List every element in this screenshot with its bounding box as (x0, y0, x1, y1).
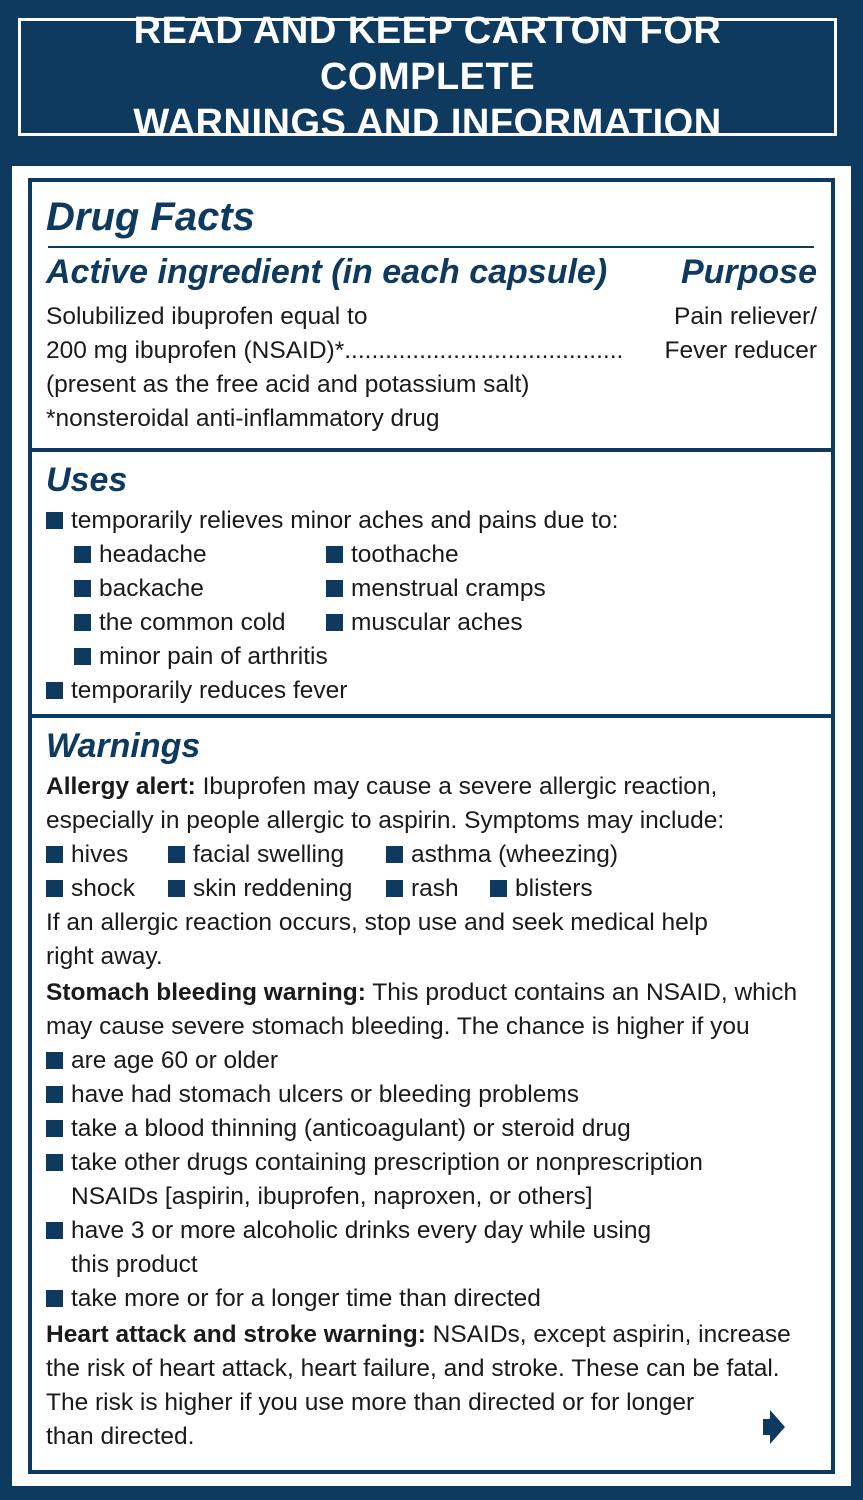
stomach-item-ulcers: have had stomach ulcers or bleeding problems (46, 1078, 579, 1112)
square-bullet-icon (46, 1120, 63, 1137)
square-bullet-icon (490, 880, 507, 897)
use-sub-arthritis: minor pain of arthritis (74, 640, 328, 674)
square-bullet-icon (46, 682, 63, 699)
use-sub-muscular-aches: muscular aches (326, 606, 523, 640)
allergy-after-line-1: If an allergic reaction occurs, stop use and seek medical help (46, 909, 708, 936)
square-bullet-icon (46, 1154, 63, 1171)
heart-warning-line-4: than directed. (46, 1423, 195, 1450)
heart-warning-line-2: the risk of heart attack, heart failure, and stroke. These can be fatal. (46, 1355, 780, 1382)
purpose-line-2: Fever reducer (664, 337, 817, 364)
symptom-blisters: blisters (490, 872, 593, 906)
symptom-shock: shock (46, 872, 135, 906)
stomach-item-blood-thinning: take a blood thinning (anticoagulant) or steroid drug (46, 1112, 631, 1146)
active-ingredient-heading: Active ingredient (in each capsule) (46, 253, 608, 291)
stomach-warning-line-2: may cause severe stomach bleeding. The chance is higher if you (46, 1013, 750, 1040)
allergy-alert-line-1: Allergy alert: Ibuprofen may cause a severe allergic reaction, (46, 773, 718, 800)
use-sub-menstrual-cramps: menstrual cramps (326, 572, 546, 606)
square-bullet-icon (46, 880, 63, 897)
square-bullet-icon (46, 512, 63, 529)
square-bullet-icon (386, 880, 403, 897)
stomach-item-other-drugs: take other drugs containing prescription or nonprescription (46, 1146, 703, 1180)
square-bullet-icon (326, 546, 343, 563)
stomach-item-longer-time: take more or for a longer time than directed (46, 1282, 541, 1316)
banner-line-1: READ AND KEEP CARTON FOR COMPLETE (133, 10, 722, 98)
square-bullet-icon (326, 614, 343, 631)
purpose-heading: Purpose (680, 253, 817, 291)
warnings-title: Warnings (46, 727, 201, 765)
allergy-alert-line-2: especially in people allergic to aspirin. Symptoms may include: (46, 807, 725, 834)
ingredient-line-2: 200 mg ibuprofen (NSAID)*......................................... (46, 337, 624, 364)
square-bullet-icon (46, 1086, 63, 1103)
continue-arrow-icon (770, 1410, 785, 1444)
allergy-after-line-2: right away. (46, 943, 163, 970)
active-ingredient-section (28, 178, 835, 452)
symptom-asthma: asthma (wheezing) (386, 838, 618, 872)
carton-banner (18, 10, 837, 144)
uses-section (28, 448, 835, 718)
banner-line-2: WARNINGS AND INFORMATION (133, 102, 722, 144)
use-sub-backache: backache (74, 572, 204, 606)
ingredient-line-3: (present as the free acid and potassium salt) (46, 371, 530, 398)
use-sub-common-cold: the common cold (74, 606, 286, 640)
square-bullet-icon (46, 1290, 63, 1307)
square-bullet-icon (46, 846, 63, 863)
square-bullet-icon (46, 1222, 63, 1239)
use-sub-toothache: toothache (326, 538, 459, 572)
stomach-item-other-drugs-cont: NSAIDs [aspirin, ibuprofen, naproxen, or others] (71, 1183, 593, 1210)
uses-title: Uses (46, 461, 128, 499)
square-bullet-icon (326, 580, 343, 597)
symptom-skin-reddening: skin reddening (168, 872, 352, 906)
ingredient-line-1: Solubilized ibuprofen equal to (46, 303, 368, 330)
stomach-warning-line-1: Stomach bleeding warning: This product contains an NSAID, which (46, 979, 798, 1006)
square-bullet-icon (168, 880, 185, 897)
title-divider (48, 246, 814, 248)
square-bullet-icon (74, 648, 91, 665)
use-item-2: temporarily reduces fever (46, 674, 347, 708)
symptom-facial-swelling: facial swelling (168, 838, 344, 872)
square-bullet-icon (386, 846, 403, 863)
square-bullet-icon (46, 1052, 63, 1069)
drug-facts-panel (12, 166, 851, 1486)
square-bullet-icon (74, 580, 91, 597)
stomach-item-age: are age 60 or older (46, 1044, 278, 1078)
heart-warning-line-3: The risk is higher if you use more than directed or for longer (46, 1389, 695, 1416)
drug-facts-title: Drug Facts (46, 195, 255, 239)
purpose-line-1: Pain reliever/ (674, 303, 817, 330)
symptom-hives: hives (46, 838, 128, 872)
use-item-1: temporarily relieves minor aches and pains due to: (46, 504, 618, 538)
warnings-section (28, 714, 835, 1474)
heart-warning-line-1: Heart attack and stroke warning: NSAIDs, except aspirin, increase (46, 1321, 791, 1348)
symptom-rash: rash (386, 872, 459, 906)
stomach-item-alcohol-cont: this product (71, 1251, 198, 1278)
use-sub-headache: headache (74, 538, 207, 572)
ingredient-footnote: *nonsteroidal anti-inflammatory drug (46, 405, 440, 432)
stomach-item-alcohol: have 3 or more alcoholic drinks every day while using (46, 1214, 651, 1248)
square-bullet-icon (168, 846, 185, 863)
square-bullet-icon (74, 614, 91, 631)
square-bullet-icon (74, 546, 91, 563)
